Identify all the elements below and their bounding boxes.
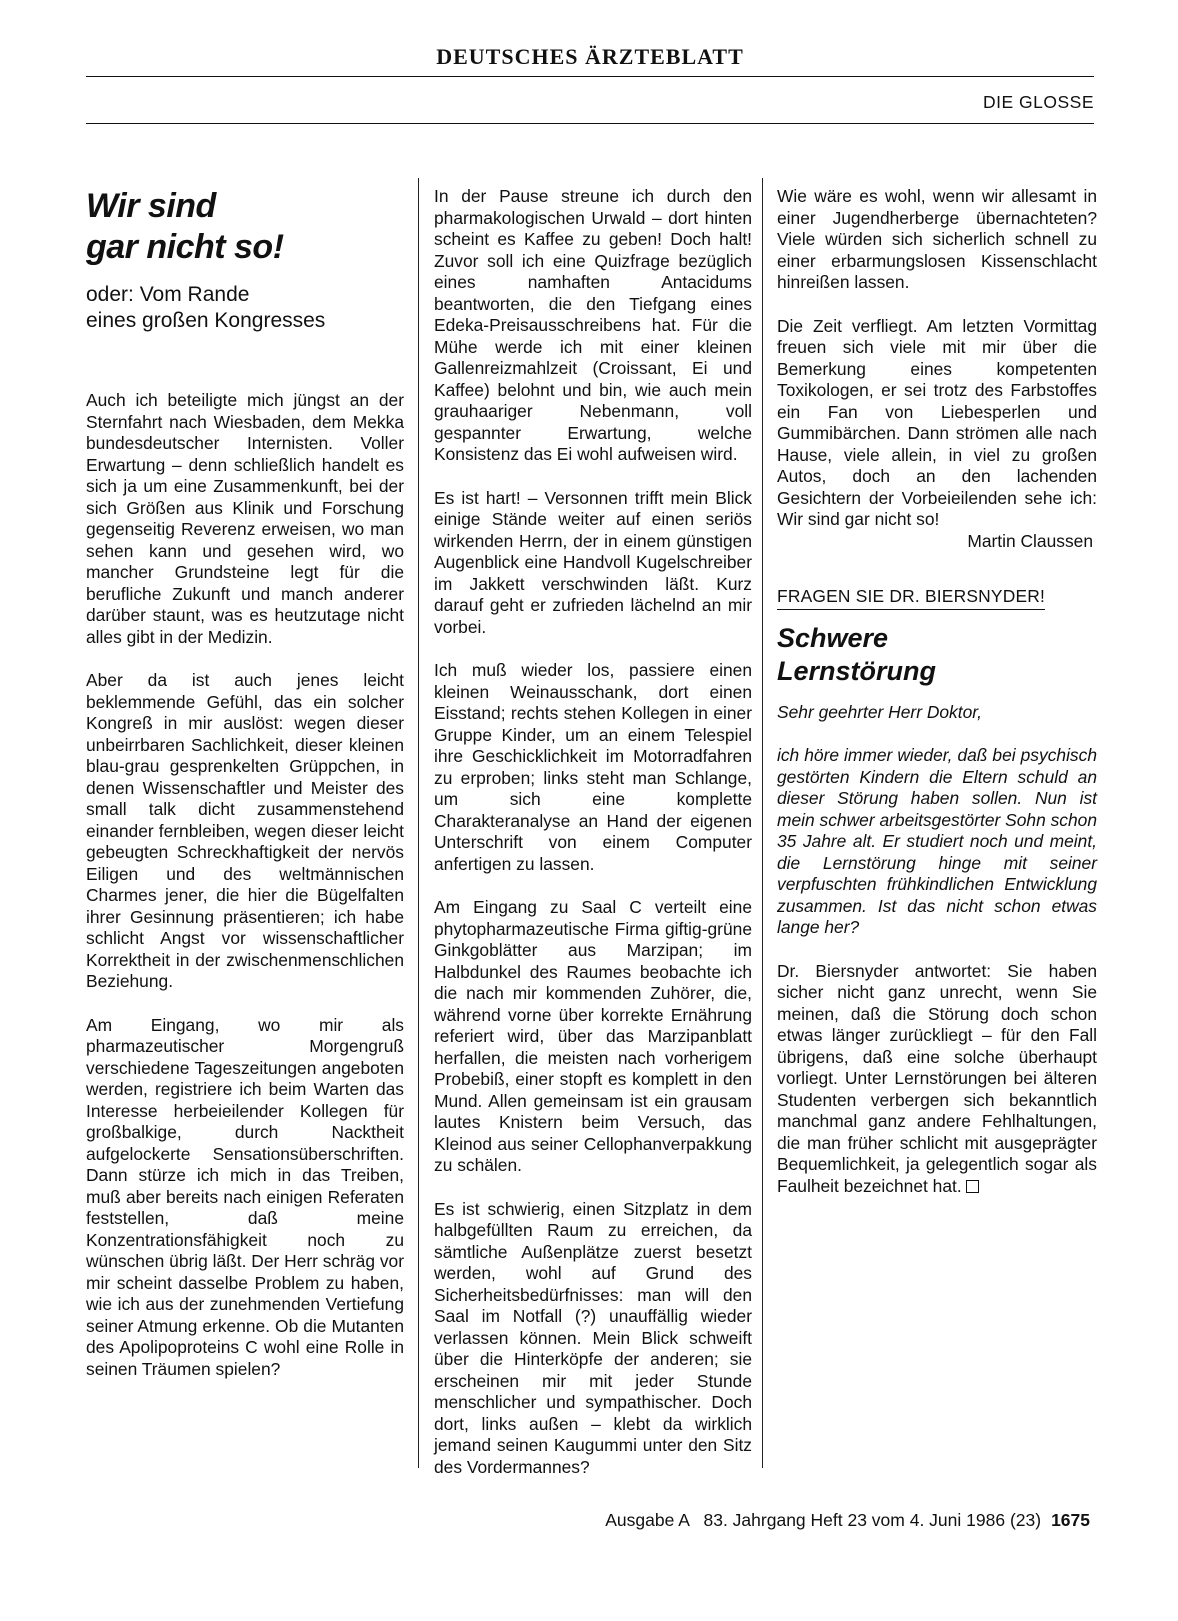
issue-info: Ausgabe A 83. Jahrgang Heft 23 vom 4. Juni 1986 (23) [605, 1510, 1042, 1530]
article-paragraph: Wie wäre es wohl, wenn wir allesamt in einer Jugendherberge übernachteten? Viele würden sich sicherlich schnell zu einer erbarmungslosen Kissenschlacht hinreißen lassen. [777, 186, 1097, 292]
page-number: 1675 [1051, 1510, 1090, 1530]
masthead-rule [86, 76, 1094, 77]
qa-answer-block [777, 961, 1097, 1198]
article-title-line-2: gar nicht so! [86, 228, 284, 266]
masthead: DEUTSCHES ÄRZTEBLATT [436, 44, 744, 69]
article-paragraph: Auch ich beteiligte mich jüngst an der Sternfahrt nach Wiesbaden, dem Mekka bundesdeutscher Internisten. Voller Erwartung – denn schließlich handelt es sich ja um eine Zusammenkunft, bei der sich Größen aus Klinik und Forschung gegenseitig Reverenz erweisen, wo man sehen kann und gesehen wird, wo mancher Grundsteine legt für die berufliche Zukunft und manch anderer darüber staunt, was es heutzutage nicht alles gibt in der Medizin. [86, 390, 404, 647]
qa-title [777, 622, 1097, 688]
article-subtitle-line-1: oder: Vom Rande [86, 283, 250, 306]
qa-column-heading: FRAGEN SIE DR. BIERSNYDER! [777, 586, 1045, 610]
article-subtitle-line-2: eines großen Kongresses [86, 309, 326, 332]
column-3 [777, 186, 1097, 1197]
letter-salutation: Sehr geehrter Herr Doktor, [777, 701, 982, 722]
qa-title-line-1: Schwere [777, 622, 889, 653]
section-rule [86, 123, 1094, 124]
page-footer [605, 1510, 1090, 1531]
qa-answer: Dr. Biersnyder antwortet: Sie haben sicher nicht ganz unrecht, wenn Sie meinen, daß die Störung doch schon etwas länger zurückliegt – für den Fall übrigens, daß eine solche überhaupt vorliegt. Unter Lernstörungen bei älteren Studenten verbergen sich bekanntlich manchmal ganz andere Fehlhaltungen, die man früher schlicht mit ausgeprägter Bequemlichkeit, ja gelegentlich sogar als Faulheit bezeichnet hat. [777, 960, 1097, 1196]
author-signature: Martin Claussen [967, 530, 1093, 551]
column-divider-1 [418, 178, 419, 1468]
end-mark-icon [966, 1180, 979, 1193]
article-paragraph: Aber da ist auch jenes leicht beklemmende Gefühl, das ein solcher Kongreß in mir auslöst: wegen dieser unbeirrbaren Sachlichkeit, dieser kleinen blau-grau gesprenkelten Grüppchen, in denen Wissenschaftler und Meister des small talk dicht zusammenstehend einander fernbleiben, wegen dieser leicht gebeugten Schreckhaftigkeit der nervös Eiligen und des weltmännischen Charmes jener, die hier die Bügelfalten ihrer Gesinnung präsentieren; ich habe schlicht Angst vor wissenschaftlicher Korrektheit in der zwischenmenschlichen Beziehung. [86, 670, 404, 991]
column-2 [434, 186, 752, 1500]
article-paragraph: Am Eingang zu Saal C verteilt eine phytopharmazeutische Firma giftig-grüne Ginkgoblätter aus Marzipan; im Halbdunkel des Raumes beobachte ich die nach mir kommenden Zuhörer, die, während vorne über korrekte Ernährung referiert wird, über das Marzipanblatt herfallen, die meisten nach vorherigem Probebiß, einer stopft es komplett in den Mund. Allen gemeinsam ist ein grausam lautes Knistern beim Versuch, das Kleinod aus seiner Cellophanverpakkung zu schälen. [434, 897, 752, 1175]
article-paragraph: Die Zeit verfliegt. Am letzten Vormittag freuen sich viele mit mir über die Bemerkung eines kompetenten Toxikologen, er sei trotz des Farbstoffes ein Fan von Liebesperlen und Gummibärchen. Dann strömen alle nach Hause, viele allein, in viel zu großen Autos, doch an den lachenden Gesichtern der Vorbeieilenden sehe ich: Wir sind gar nicht so! [777, 315, 1097, 529]
article-paragraph: Ich muß wieder los, passiere einen kleinen Weinausschank, dort einen Eisstand; rechts stehen Kollegen in einer Gruppe Kinder, um an einem Telespiel ihre Geschicklichkeit im Motorradfahren zu erproben; links steht man Schlange, um sich eine komplette Charakteranalyse an Hand der eigenen Unterschrift von einem Computer anfertigen zu lassen. [434, 660, 752, 874]
article-paragraph: Es ist schwierig, einen Sitzplatz in dem halbgefüllten Raum zu erreichen, da sämtliche Außenplätze zuerst besetzt werden, wohl auf Grund des Sicherheitsbedürfnisses: man will den Saal im Notfall (?) unauffällig wieder verlassen können. Mein Blick schweift über die Hinterköpfe der anderen; sie erscheinen mir mit jeder Stunde menschlicher und sympathischer. Doch dort, links außen – klebt da wirklich jemand seinen Kaugummi unter den Sitz des Vordermannes? [434, 1198, 752, 1477]
column-1 [86, 186, 404, 1402]
column-divider-2 [762, 178, 763, 1468]
article-paragraph: In der Pause streune ich durch den pharmakologischen Urwald – dort hinten scheint es Kaffee zu geben! Doch halt! Zuvor soll ich eine Quizfrage bezüglich eines namhaften Antacidums beantworten, die den Tiefgang eines Edeka-Preisausschreibens hat. Für die Mühe werde ich mit einer kleinen Gallenreizmahlzeit (Croissant, Ei und Kaffee) belohnt und bin, wie auch mein grauhaariger Nebenmann, voll gespannter Erwartung, welche Konsistenz das Ei wohl aufweisen wird. [434, 186, 752, 464]
article-paragraph: Am Eingang, wo mir als pharmazeutischer Morgengruß verschiedene Tageszeitungen angeboten werden, registriere ich beim Warten das Interesse herbeieilender Kollegen für großbalkige, durch Nacktheit aufgelockerte Sensationsüberschriften. Dann stürze ich mich in das Treiben, muß aber bereits nach einigen Referaten feststellen, daß meine Konzentrationsfähigkeit noch zu wünschen übrig läßt. Der Herr schräg vor mir scheint dasselbe Problem zu haben, wie ich aus der zunehmenden Vertiefung seiner Atmung erkenne. Ob die Mutanten des Apolipoproteins C wohl eine Rolle in seinen Träumen spielen? [86, 1014, 404, 1379]
reader-letter: ich höre immer wieder, daß bei psychisch gestörten Kindern die Eltern schuld an dieser Störung haben sollen. Nun ist mein schwer arbeitsgestörter Sohn schon 35 Jahre alt. Er studiert noch und meint, die Lernstörung hinge mit seiner verpfuschten frühkindlichen Entwicklung zusammen. Ist das nicht schon etwas lange her? [777, 745, 1097, 937]
article-subtitle [86, 282, 404, 334]
section-label: DIE GLOSSE [982, 92, 1094, 112]
qa-title-line-2: Lernstörung [777, 655, 936, 686]
article-title-line-1: Wir sind [86, 187, 216, 225]
article-paragraph: Es ist hart! – Versonnen trifft mein Blick einige Stände weiter auf einen seriös wirkenden Herrn, der in einem günstigen Augenblick eine Handvoll Kugelschreiber im Jakkett verschwinden läßt. Kurz darauf geht er zufrieden lächelnd an mir vorbei. [434, 487, 752, 637]
article-title [86, 186, 404, 268]
